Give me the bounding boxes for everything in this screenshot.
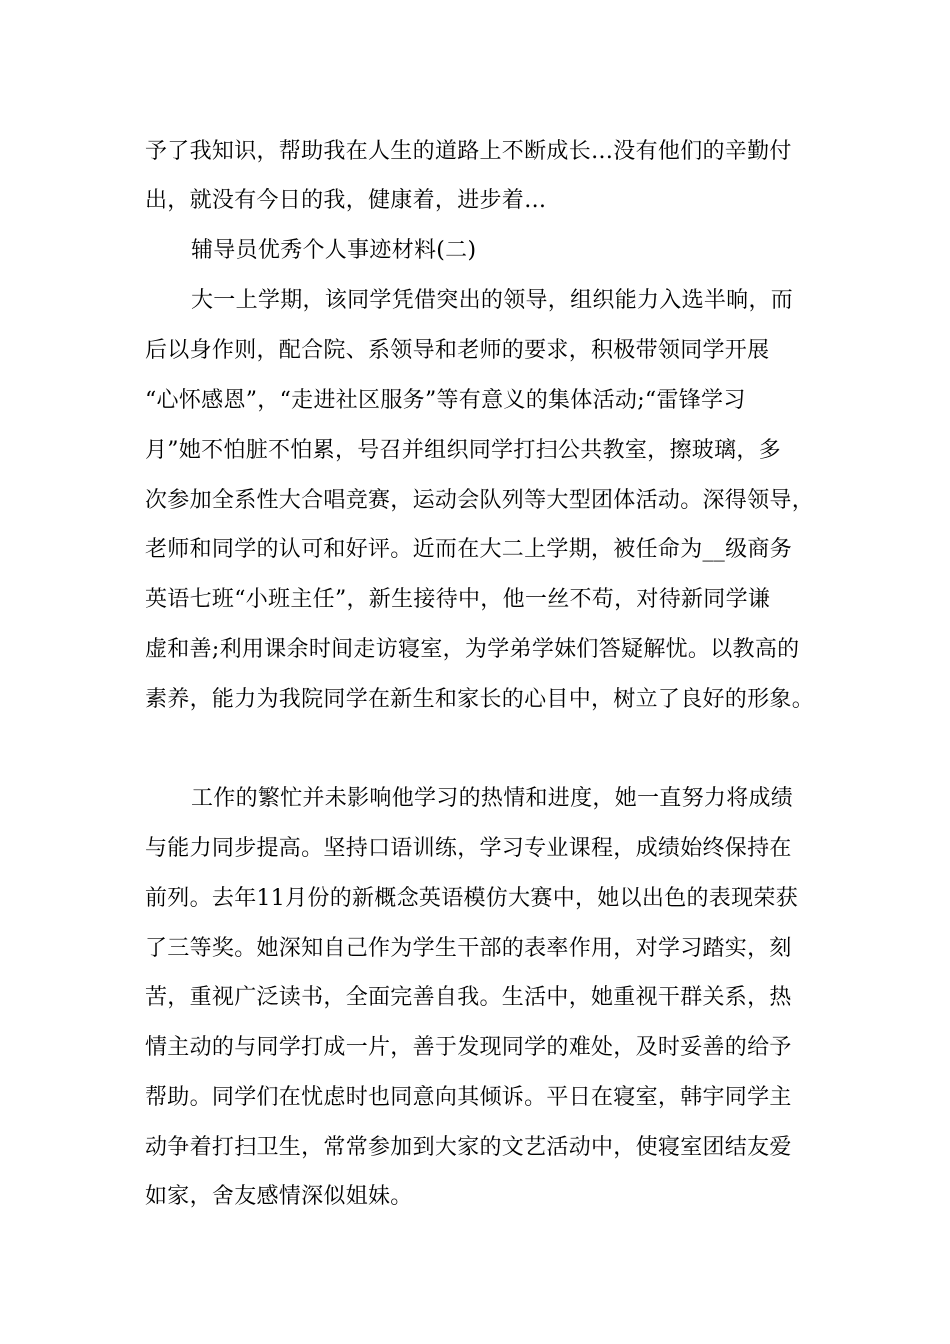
- paragraph1-line: 老师和同学的认可和好评。近而在大二上学期，被任命为__级商务: [145, 537, 793, 562]
- paragraph1-line: 英语七班“小班主任”，新生接待中，他一丝不苟，对待新同学谦: [145, 587, 771, 612]
- paragraph2-line: 如家，舍友感情深似姐妹。: [145, 1184, 413, 1209]
- paragraph2-line: 苦，重视广泛读书，全面完善自我。生活中，她重视干群关系，热: [145, 985, 792, 1010]
- paragraph1-line: 次参加全系性大合唱竞赛，运动会队列等大型团体活动。深得领导，: [145, 488, 815, 513]
- paragraph2-line: 情主动的与同学打成一片，善于发现同学的难处，及时妥善的给予: [145, 1035, 792, 1060]
- paragraph2-line: 工作的繁忙并未影响他学习的热情和进度，她一直努力将成绩: [191, 786, 794, 811]
- paragraph2-line: 帮助。同学们在忧虑时也同意向其倾诉。平日在寝室，韩宇同学主: [145, 1085, 792, 1110]
- paragraph1-line: “心怀感恩”，“走进社区服务”等有意义的集体活动;“雷锋学习: [145, 388, 746, 413]
- paragraph1-line: 月”她不怕脏不怕累，号召并组织同学打扫公共教室，擦玻璃，多: [145, 438, 781, 463]
- paragraph1-line: 大一上学期，该同学凭借突出的领导，组织能力入选半晌，而: [191, 288, 794, 313]
- paragraph2-line: 前列。去年11月份的新概念英语模仿大赛中，她以出色的表现荣获: [145, 886, 798, 911]
- paragraph1-line: 素养，能力为我院同学在新生和家长的心目中，树立了良好的形象。: [145, 687, 815, 712]
- intro-line: 出，就没有今日的我，健康着，进步着…: [145, 188, 547, 213]
- intro-line: 予了我知识，帮助我在人生的道路上不断成长…没有他们的辛勤付: [145, 139, 792, 164]
- paragraph1-line: 后以身作则，配合院、系领导和老师的要求，积极带领同学开展: [145, 338, 770, 363]
- paragraph2-line: 动争着打扫卫生，常常参加到大家的文艺活动中，使寝室团结友爱: [145, 1135, 792, 1160]
- section-heading: 辅导员优秀个人事迹材料(二): [191, 238, 477, 263]
- paragraph2-line: 与能力同步提高。坚持口语训练，学习专业课程，成绩始终保持在: [145, 836, 792, 861]
- paragraph2-line: 了三等奖。她深知自己作为学生干部的表率作用，对学习踏实，刻: [145, 936, 792, 961]
- paragraph1-line: 虚和善;利用课余时间走访寝室，为学弟学妹们答疑解忧。以教高的: [145, 637, 800, 662]
